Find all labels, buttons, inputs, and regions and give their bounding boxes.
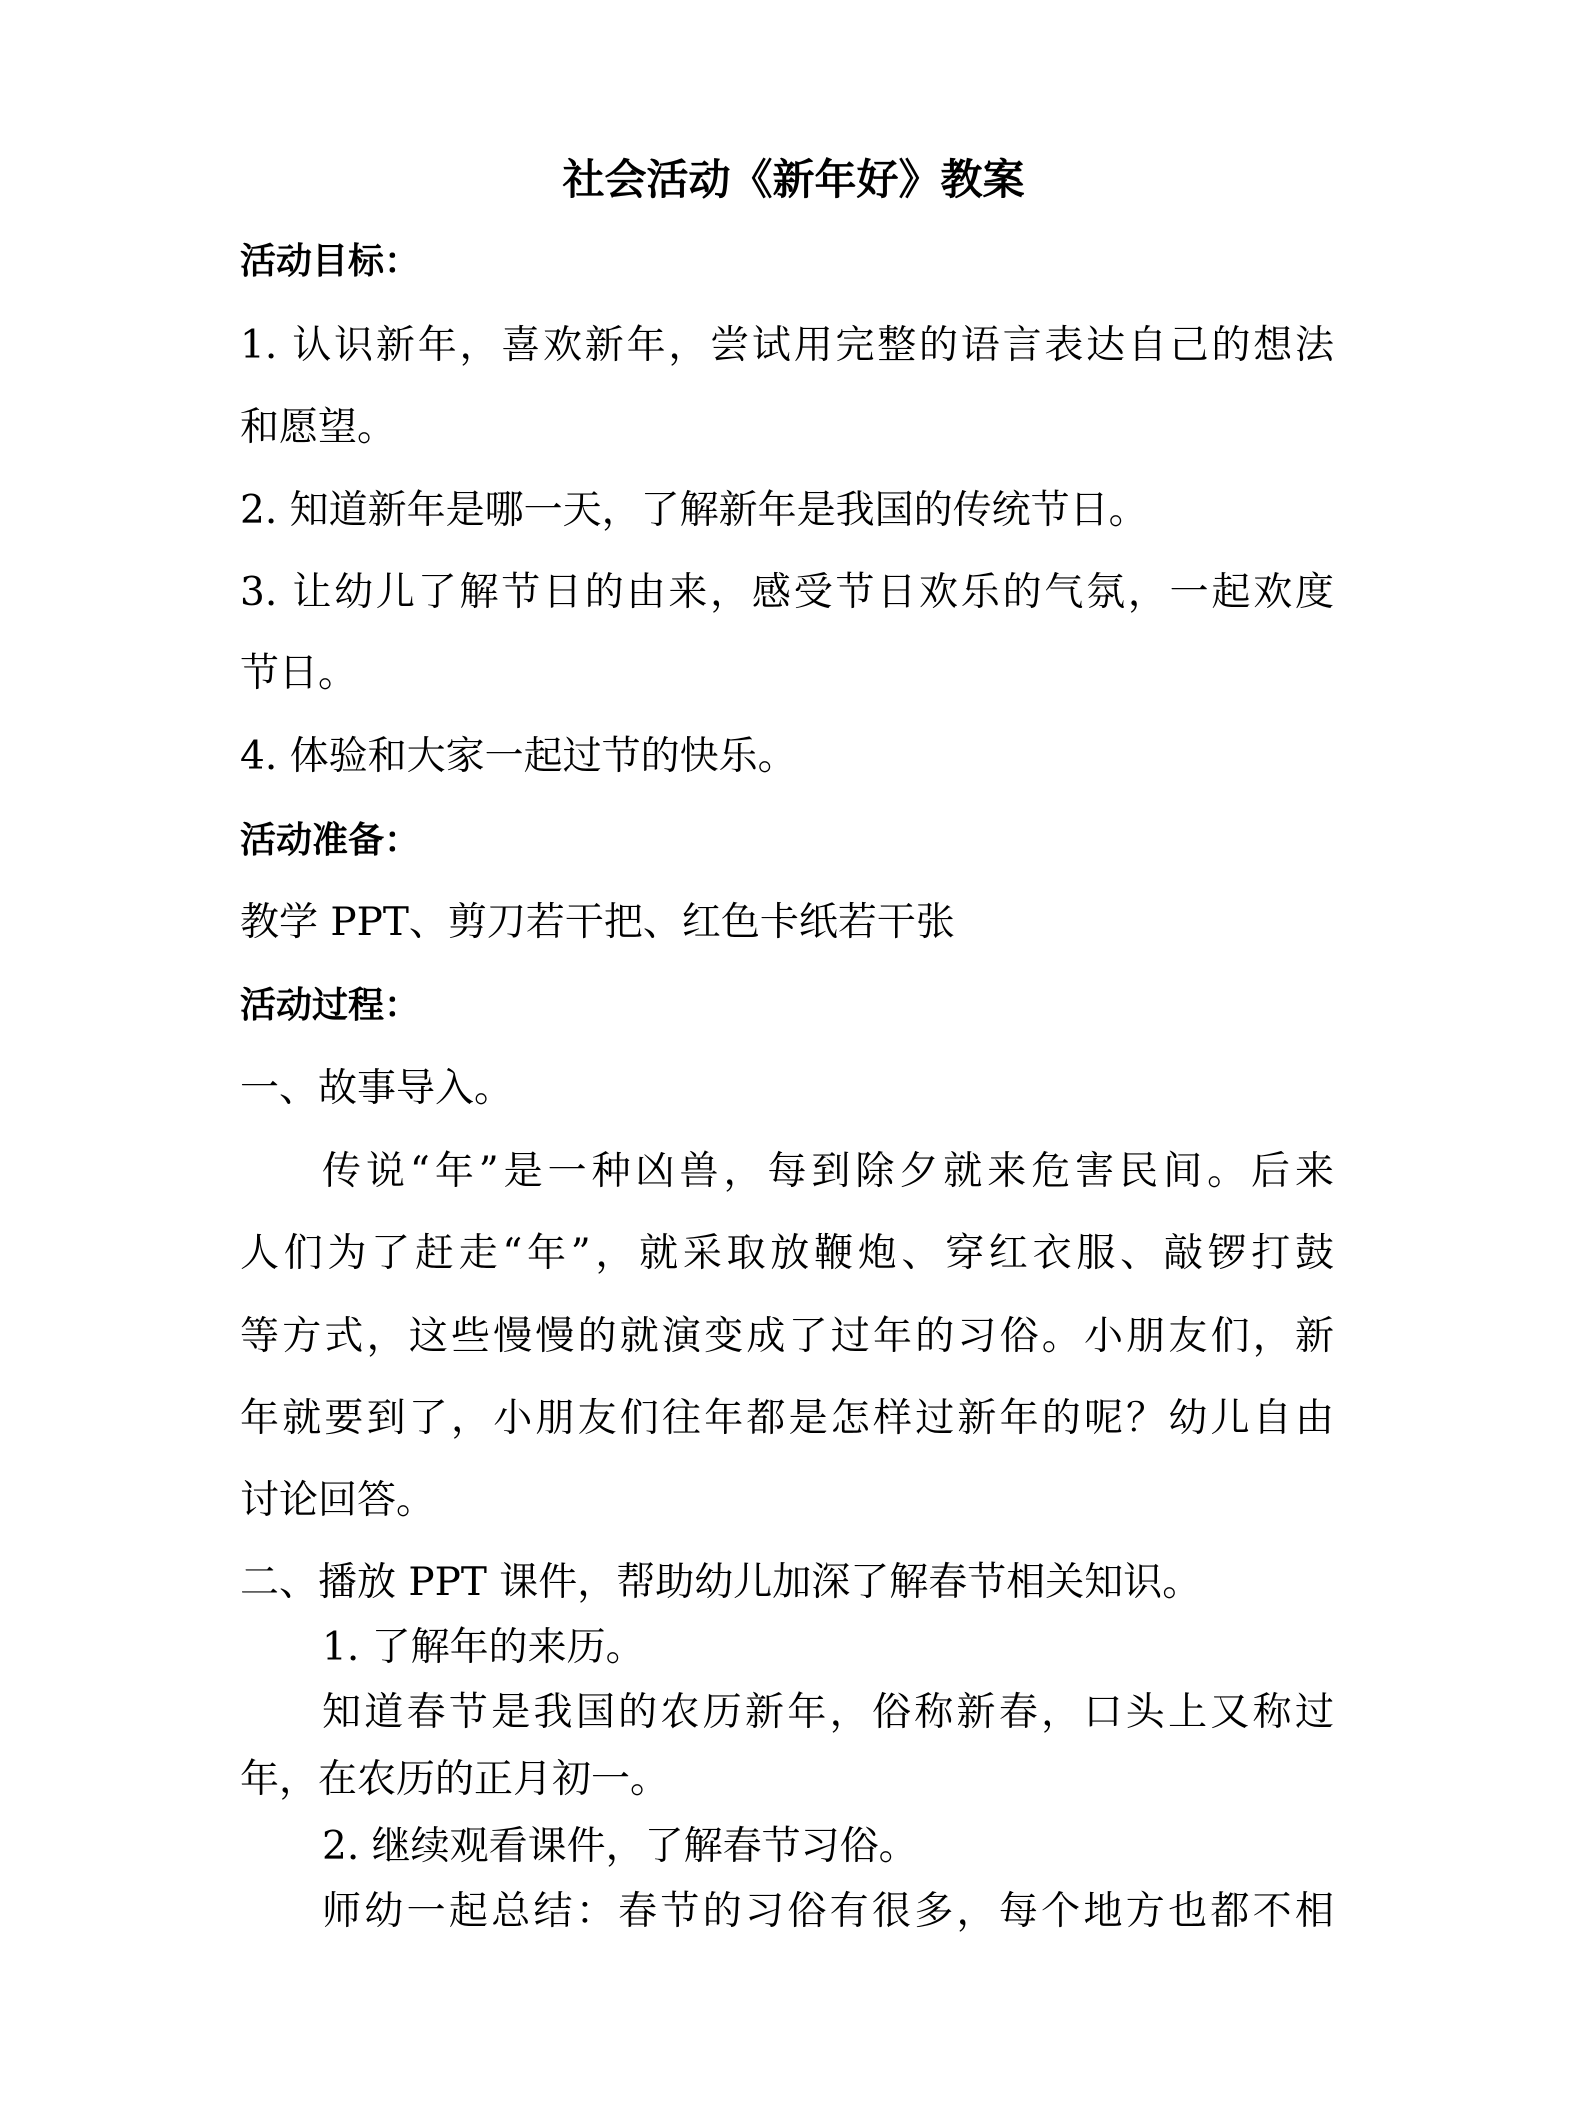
- section-heading-preparation: 活动准备：: [240, 820, 421, 861]
- paragraph-line: 节日。: [240, 651, 358, 696]
- paragraph-line: 2. 知道新年是哪一天，了解新年是我国的传统节日。: [240, 488, 1148, 533]
- paragraph-line: 人们为了赶走“年”，就采取放鞭炮、穿红衣服、敲锣打鼓: [240, 1231, 1334, 1276]
- paragraph-line: 教学 PPT、剪刀若干把、红色卡纸若干张: [240, 900, 955, 945]
- paragraph-line: 4. 体验和大家一起过节的快乐。: [240, 734, 797, 779]
- paragraph-line: 1. 认识新年，喜欢新年，尝试用完整的语言表达自己的想法: [240, 323, 1334, 368]
- paragraph-line: 年就要到了，小朋友们往年都是怎样过新年的呢？幼儿自由: [240, 1396, 1334, 1441]
- paragraph-line: 和愿望。: [240, 405, 397, 450]
- paragraph-line: 3. 让幼儿了解节日的由来，感受节日欢乐的气氛，一起欢度: [240, 570, 1334, 615]
- paragraph-line: 1. 了解年的来历。: [322, 1625, 645, 1670]
- paragraph-line: 2. 继续观看课件，了解春节习俗。: [322, 1824, 918, 1869]
- paragraph-line: 二、播放 PPT 课件，帮助幼儿加深了解春节相关知识。: [240, 1560, 1202, 1605]
- paragraph-line: 等方式，这些慢慢的就演变成了过年的习俗。小朋友们，新: [240, 1314, 1334, 1359]
- section-heading-goals: 活动目标：: [240, 241, 421, 282]
- paragraph-line: 一、故事导入。: [240, 1066, 514, 1111]
- paragraph-line: 传说“年”是一种凶兽，每到除夕就来危害民间。后来: [322, 1149, 1334, 1194]
- paragraph-line: 师幼一起总结：春节的习俗有很多，每个地方也都不相: [322, 1889, 1334, 1934]
- paragraph-line: 讨论回答。: [240, 1478, 436, 1523]
- document-title: 社会活动《新年好》教案: [562, 155, 1025, 204]
- section-heading-process: 活动过程：: [240, 985, 421, 1026]
- paragraph-line: 年，在农历的正月初一。: [240, 1757, 670, 1802]
- paragraph-line: 知道春节是我国的农历新年，俗称新春，口头上又称过: [322, 1690, 1334, 1735]
